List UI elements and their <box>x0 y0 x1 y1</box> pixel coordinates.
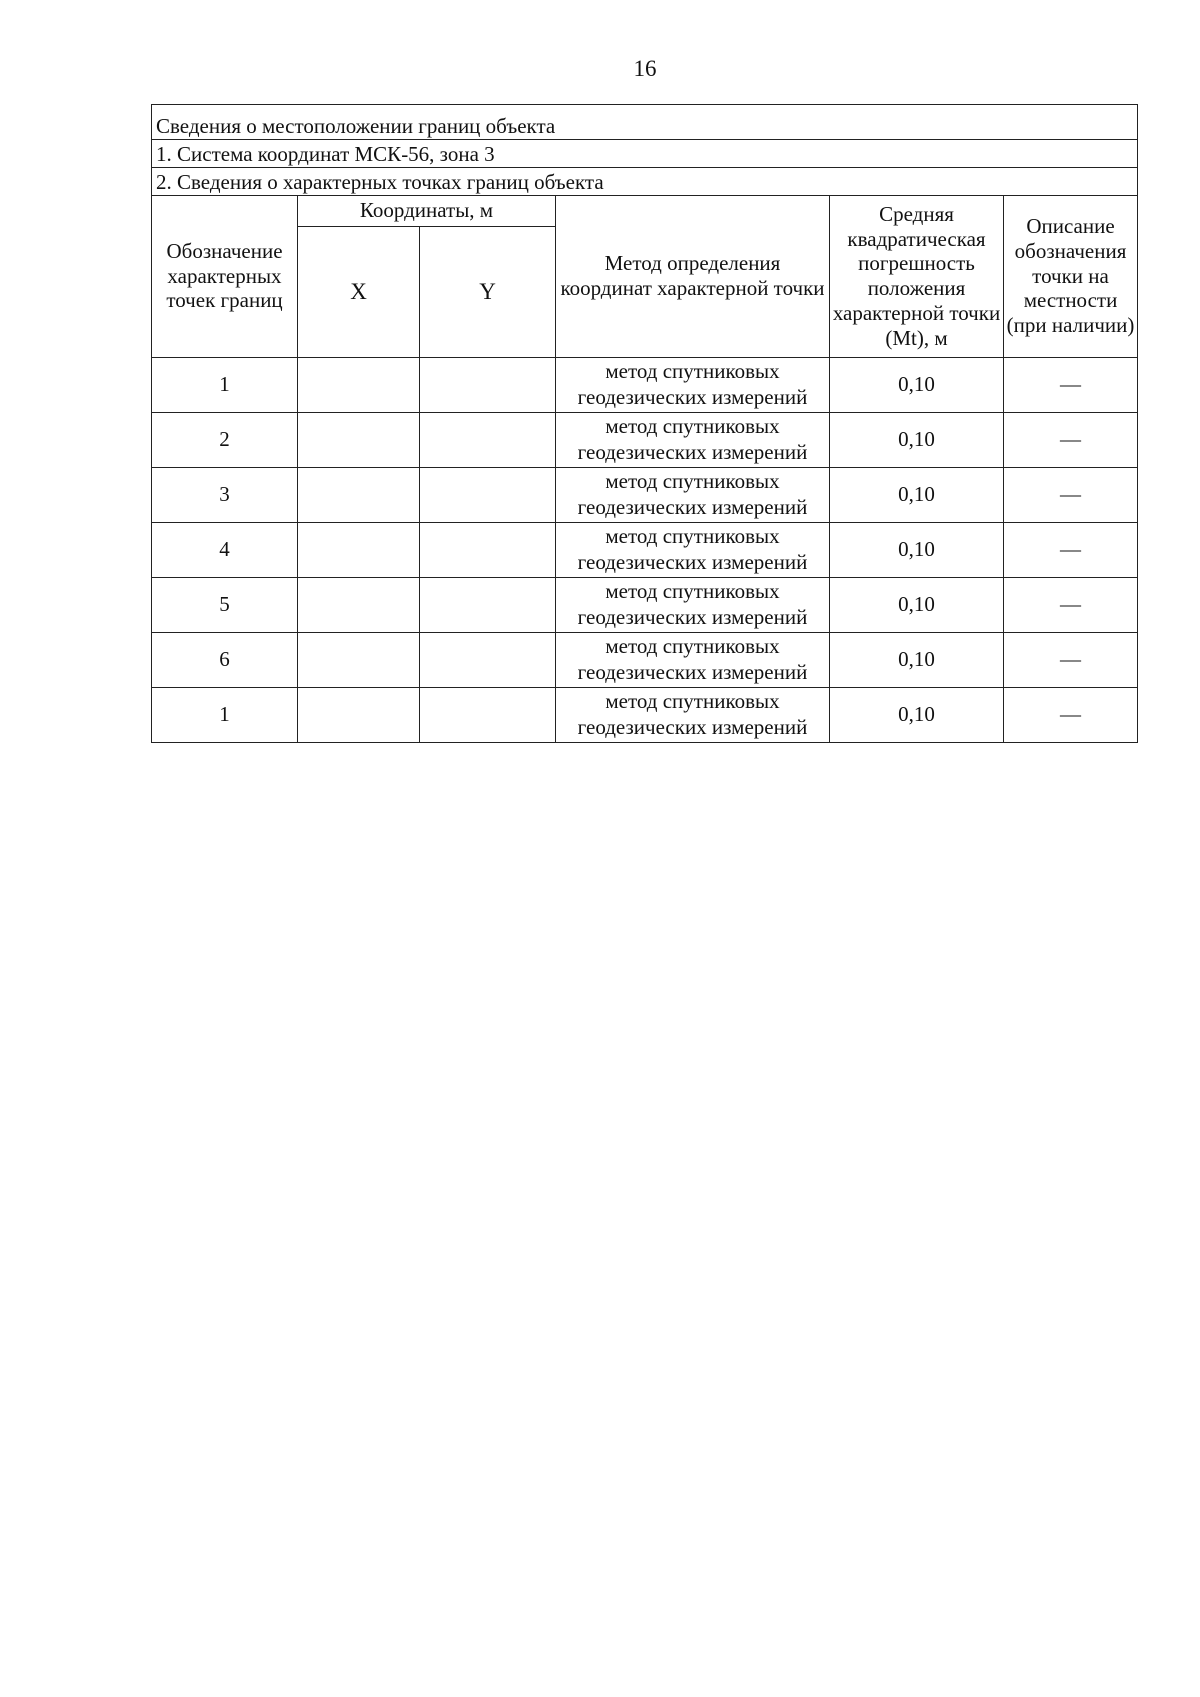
header-error: Средняя квадратическая погрешность положения характерной точки (Mt), м <box>830 195 1004 357</box>
x-cell <box>298 687 420 742</box>
description-cell: — <box>1004 412 1138 467</box>
point-cell: 6 <box>152 632 298 687</box>
points-info: 2. Сведения о характерных точках границ объекта <box>152 167 1138 195</box>
coordinate-system: 1. Система координат МСК-56, зона 3 <box>152 140 1138 168</box>
description-cell: — <box>1004 467 1138 522</box>
description-cell: — <box>1004 687 1138 742</box>
description-cell: — <box>1004 632 1138 687</box>
y-cell <box>420 467 556 522</box>
table-row <box>152 412 1138 467</box>
points-info-row <box>152 167 1138 195</box>
x-cell <box>298 522 420 577</box>
error-cell: 0,10 <box>830 687 1004 742</box>
description-cell: — <box>1004 522 1138 577</box>
table-row <box>152 687 1138 742</box>
y-cell <box>420 522 556 577</box>
point-cell: 1 <box>152 357 298 412</box>
method-cell: метод спутниковых геодезических измерений <box>556 357 830 412</box>
coordinate-system-row <box>152 140 1138 168</box>
table-row <box>152 632 1138 687</box>
description-cell: — <box>1004 357 1138 412</box>
error-cell: 0,10 <box>830 412 1004 467</box>
method-cell: метод спутниковых геодезических измерений <box>556 522 830 577</box>
method-cell: метод спутниковых геодезических измерений <box>556 632 830 687</box>
table-row <box>152 577 1138 632</box>
point-cell: 3 <box>152 467 298 522</box>
error-cell: 0,10 <box>830 522 1004 577</box>
error-cell: 0,10 <box>830 467 1004 522</box>
section-title-row <box>152 105 1138 140</box>
header-coordinates: Координаты, м <box>298 195 556 226</box>
error-cell: 0,10 <box>830 632 1004 687</box>
y-cell <box>420 632 556 687</box>
error-cell: 0,10 <box>830 577 1004 632</box>
boundary-table <box>151 104 1138 743</box>
error-cell: 0,10 <box>830 357 1004 412</box>
header-x: X <box>298 226 420 357</box>
point-cell: 2 <box>152 412 298 467</box>
y-cell <box>420 412 556 467</box>
method-cell: метод спутниковых геодезических измерений <box>556 412 830 467</box>
y-cell <box>420 577 556 632</box>
header-designation: Обозначение характерных точек границ <box>152 195 298 357</box>
page-number: 16 <box>633 56 657 81</box>
y-cell <box>420 357 556 412</box>
x-cell <box>298 632 420 687</box>
header-y: Y <box>420 226 556 357</box>
x-cell <box>298 357 420 412</box>
method-cell: метод спутниковых геодезических измерений <box>556 467 830 522</box>
table-row <box>152 467 1138 522</box>
x-cell <box>298 577 420 632</box>
method-cell: метод спутниковых геодезических измерений <box>556 687 830 742</box>
header-method: Метод определения координат характерной точки <box>556 195 830 357</box>
point-cell: 1 <box>152 687 298 742</box>
x-cell <box>298 412 420 467</box>
point-cell: 4 <box>152 522 298 577</box>
header-description: Описание обозначения точки на местности (при наличии) <box>1004 195 1138 357</box>
method-cell: метод спутниковых геодезических измерений <box>556 577 830 632</box>
x-cell <box>298 467 420 522</box>
table-row <box>152 522 1138 577</box>
point-cell: 5 <box>152 577 298 632</box>
table-row <box>152 357 1138 412</box>
description-cell: — <box>1004 577 1138 632</box>
header-row-1 <box>152 195 1138 226</box>
y-cell <box>420 687 556 742</box>
section-title: Сведения о местоположении границ объекта <box>152 105 1138 140</box>
